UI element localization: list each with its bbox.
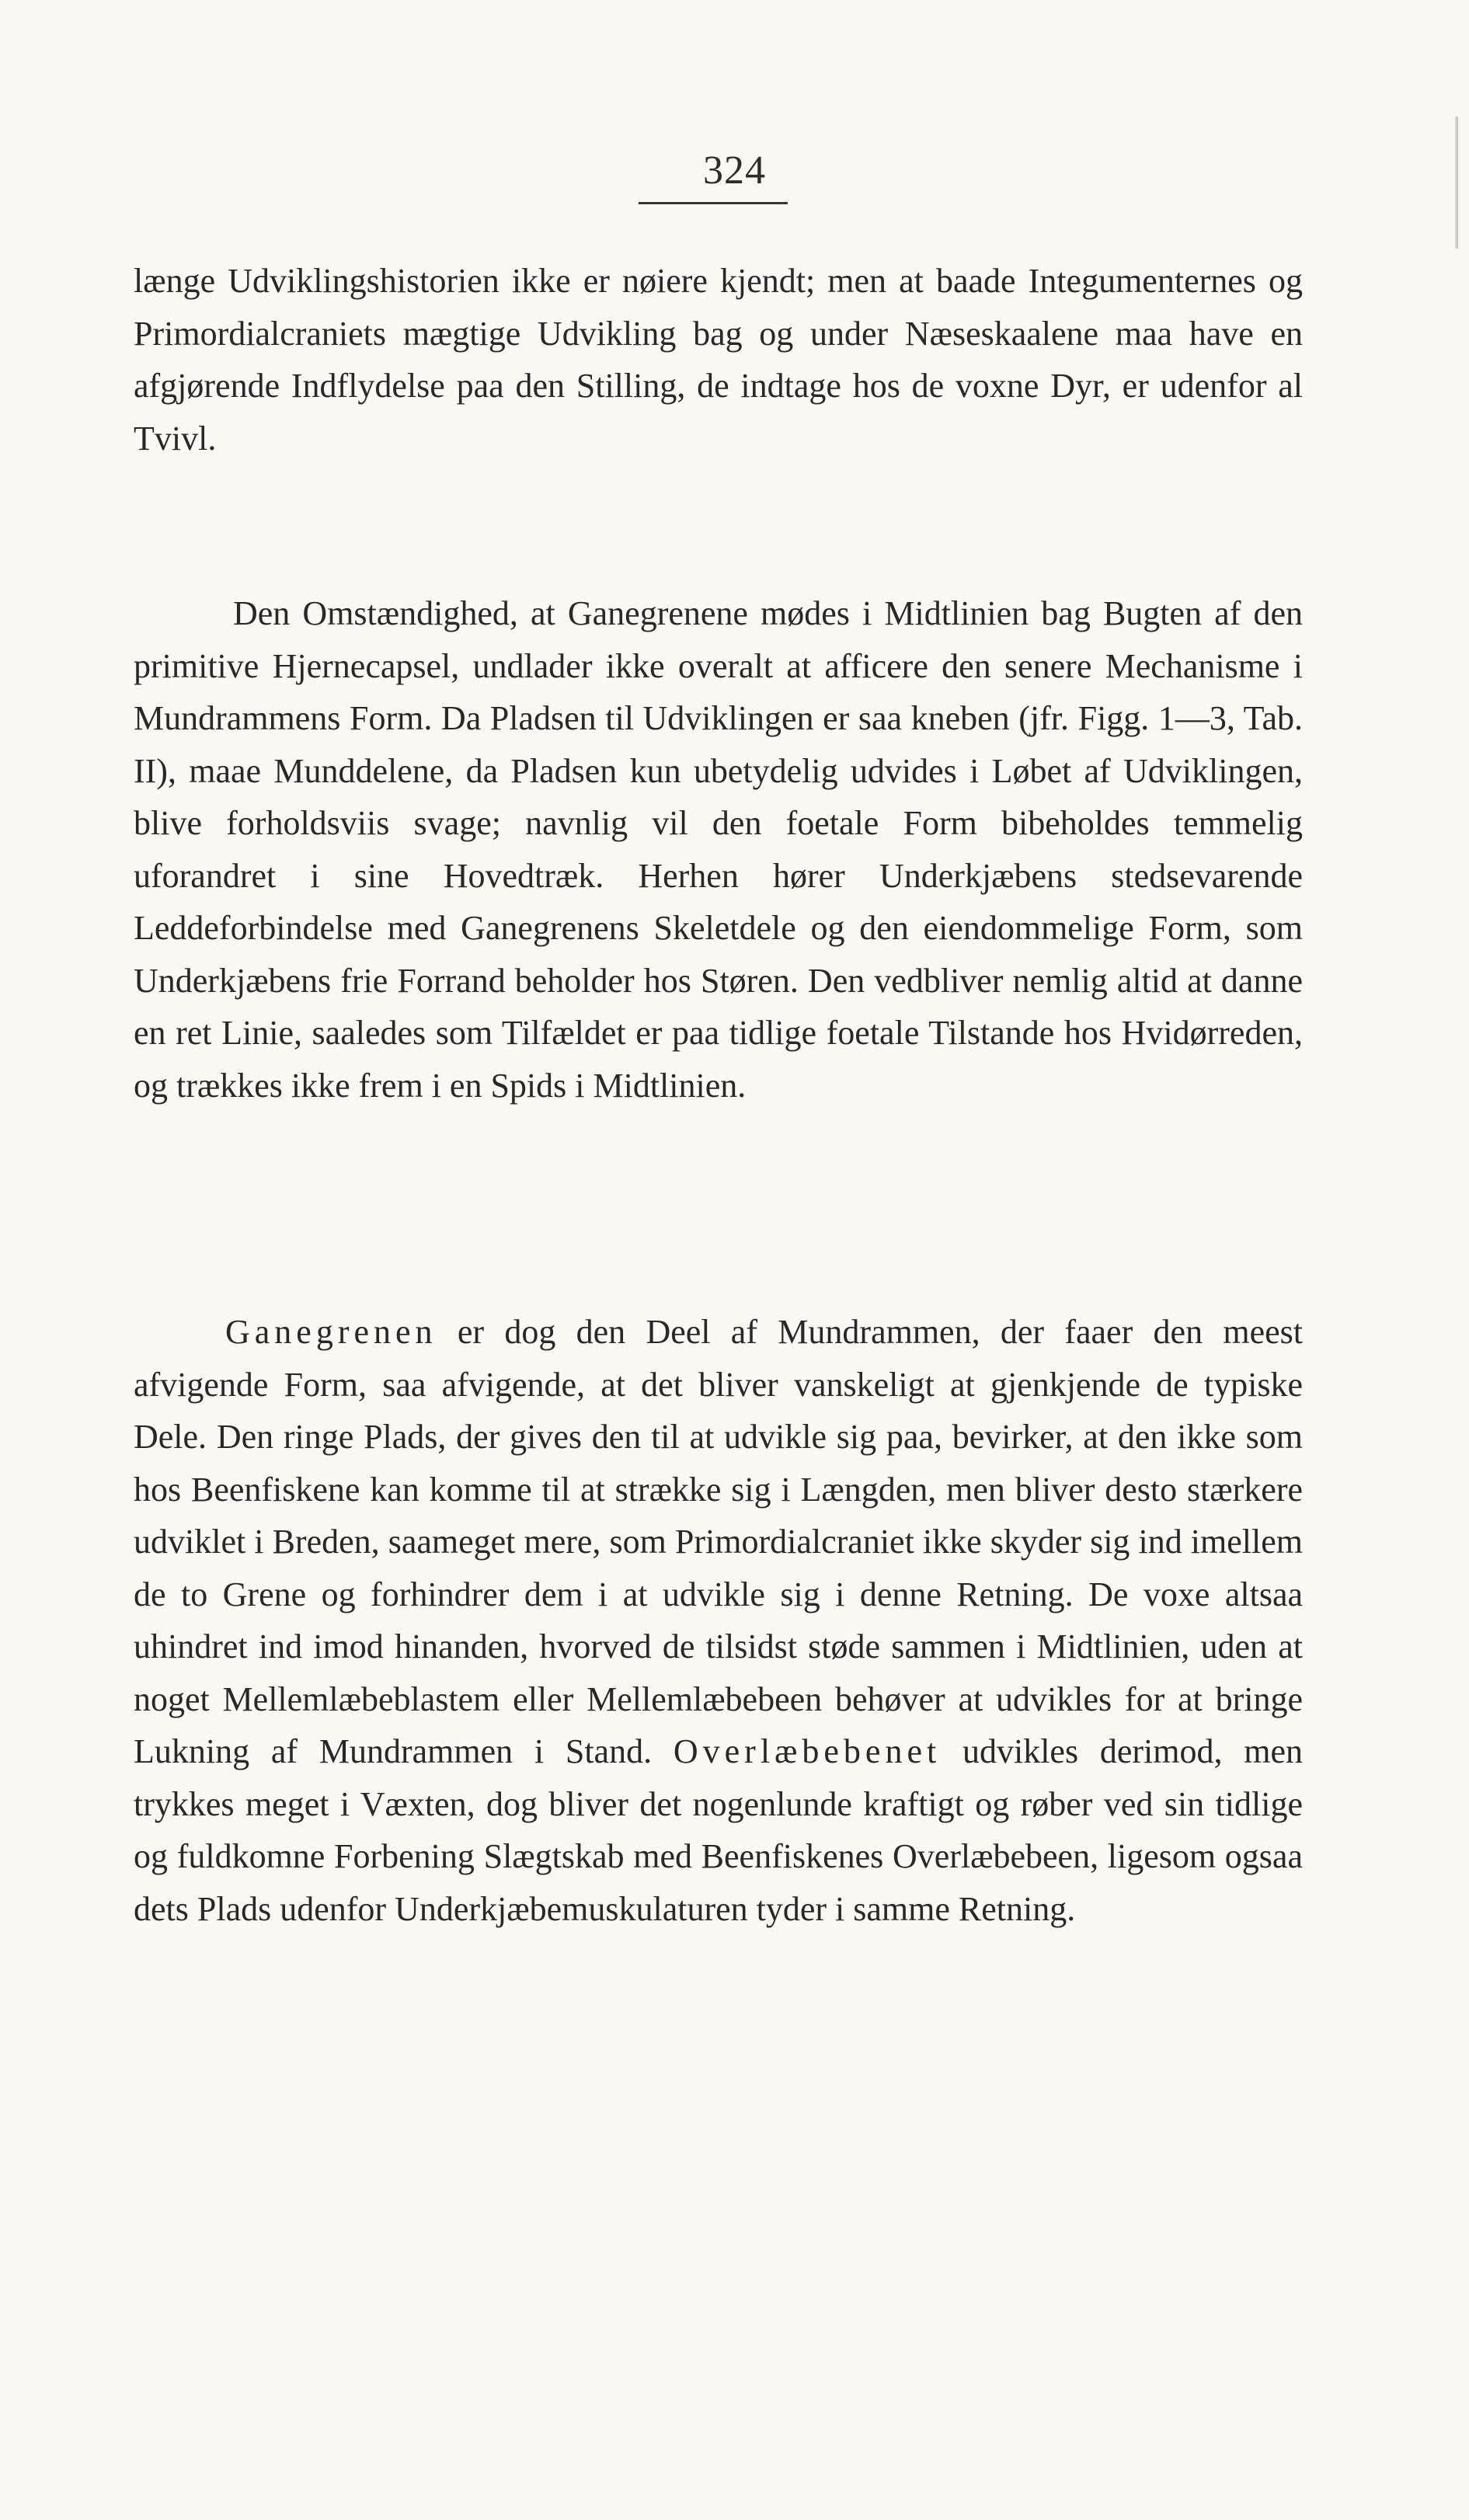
paragraph-1: [134, 255, 1303, 465]
page-number-rule: [639, 202, 788, 204]
paragraph-1-text: længe Udviklingshistorien ikke er nøiere kjendt; men at baade Integumenternes og Primordialcraniets mægtige Udvikling bag og under Næseskaalene maa have en afgjørende Indflydelse paa den Stilling, de indtage hos de voxne Dyr, er udenfor al Tvivl.: [134, 262, 1303, 458]
paragraph-2-text: Den Omstændighed, at Ganegrenene mødes i Midtlinien bag Bugten af den primitive Hjernecapsel, undlader ikke overalt at afficere den senere Mechanisme i Mundrammens Form. Da Pladsen til Udviklingen er saa kneben (jfr. Figg. 1—3, Tab. II), maae Munddelene, da Pladsen kun ubetydelig udvides i Løbet af Udviklingen, blive forholdsviis svage; navnlig vil den foetale Form bibeholdes temmelig uforandret i sine Hovedtræk. Herhen hører Underkjæbens stedsevarende Leddeforbindelse med Ganegrenens Skeletdele og den eiendommelige Form, som Underkjæbens frie Forrand beholder hos Støren. Den vedbliver nemlig altid at danne en ret Linie, saaledes som Tilfældet er paa tidlige foetale Tilstande hos Hvidørreden, og trækkes ikke frem i en Spids i Midtlinien.: [134, 594, 1303, 1105]
paragraph-3-text-b: udvikles derimod, men trykkes meget i Væxten, dog bliver det nogenlunde kraftigt og røber ved sin tidlige og fuldkomne Forbening Slægtskab med Beenfiskenes Overlæbebeen, ligesom ogsaa dets Plads udenfor Underkjæbemuskulaturen tyder i samme Retning.: [134, 1732, 1303, 1928]
paragraph-3-body: [134, 1306, 1303, 1935]
paragraph-3-text-a: er dog den Deel af Mundrammen, der faaer den meest afvigende Form, saa afvigende, at det bliver vanskeligt at gjenkjende de typiske Dele. Den ringe Plads, der gives den til at udvikle sig paa, bevirker, at den ikke som hos Beenfiskene kan komme til at strække sig i Længden, men bliver desto stærkere udviklet i Breden, saameget mere, som Primordialcraniet ikke skyder sig ind imellem de to Grene og forhindrer dem i at udvikle sig i denne Retning. De voxe altsaa uhindret ind imod hinanden, hvorved de tilsidst støde sammen i Midtlinien, uden at noget Mellemlæbeblastem eller Mellemlæbebeen behøver at udvikles for at bringe Lukning af Mundrammen i Stand.: [134, 1313, 1303, 1770]
page-number: 324: [703, 148, 766, 193]
term-ganegrenen: Ganegrenen: [225, 1313, 437, 1351]
paragraph-2-body: [134, 587, 1303, 1112]
paragraph-3: [134, 1306, 1303, 1935]
term-overlaebebenet: Overlæbebenet: [673, 1732, 942, 1770]
paragraph-2: [134, 587, 1303, 1112]
